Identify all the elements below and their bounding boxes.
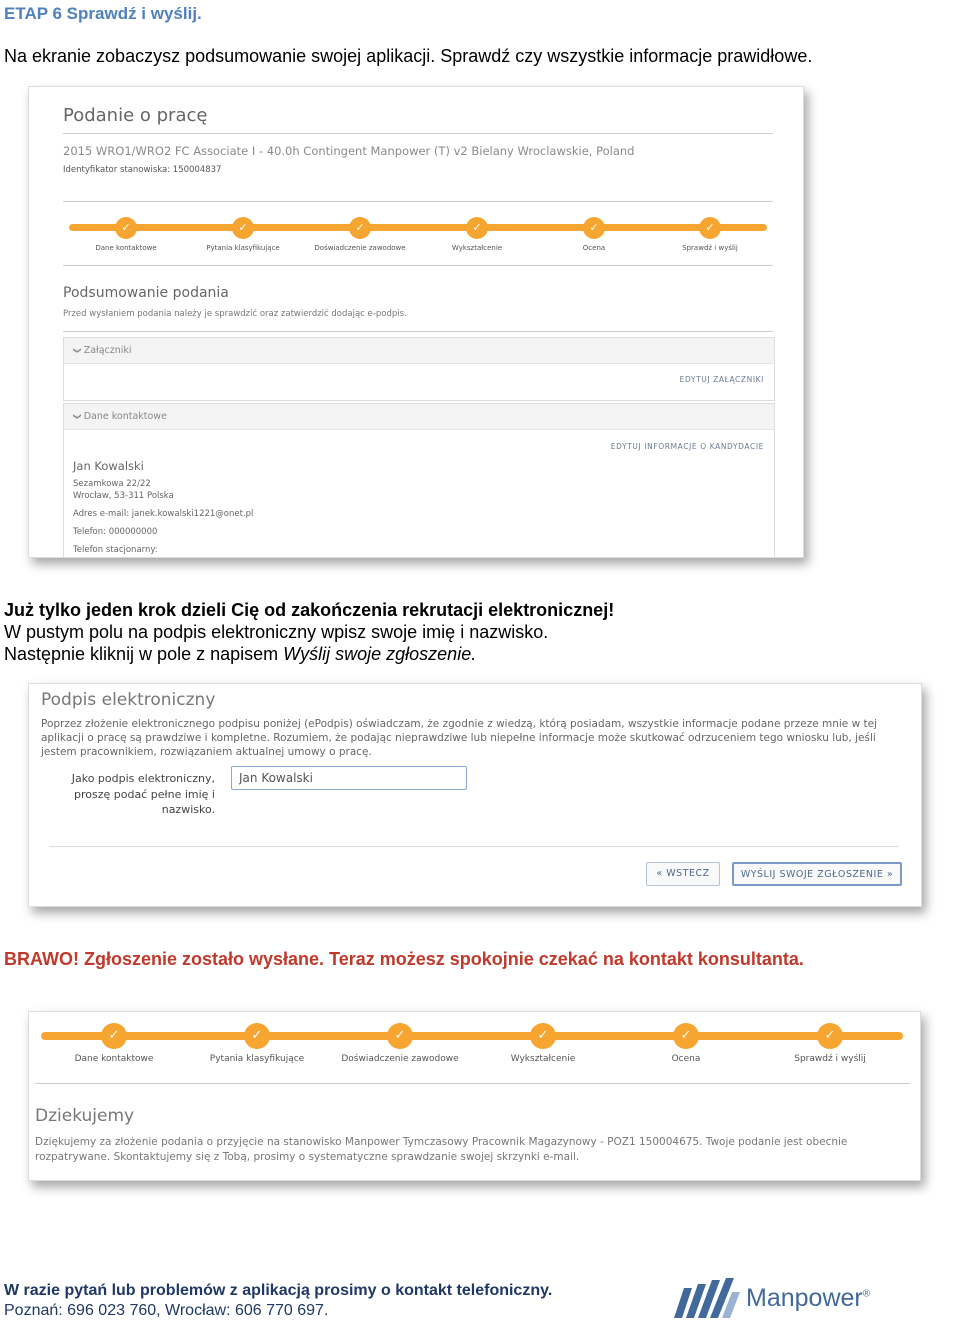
job-title: 2015 WRO1/WRO2 FC Associate I - 40.0h Contingent Manpower (T) v2 Bielany Wroclawskie, Poland [63,144,635,158]
divider [63,201,773,202]
signature-title: Podpis elektroniczny [41,690,216,710]
summary-description: Przed wysłaniem podania należy je sprawdzić oraz zatwierdzić dodając e-podpis. [63,309,407,319]
candidate-name: Jan Kowalski [73,459,144,473]
candidate-landline: Telefon stacjonarny: [73,545,158,555]
step-label-education[interactable]: Wykształcenie [451,244,503,252]
attachments-title: Załączniki [83,345,132,356]
manpower-logo-text [746,1284,870,1313]
thank-you-title: Dziekujemy [35,1106,135,1126]
application-summary-screenshot [28,86,804,558]
signature-input[interactable] [231,766,467,790]
signature-declaration: Poprzez złożenie elektronicznego podpisu poniżej (ePodpis) oświadczam, że zgodnie z wiedzą, którą posiadam, wszystkie informacje podane przeze mnie w tej aplikacji o pracę są prawdziwe i kompletne. Rozumiem, że podając nieprawdziwe lub niepełne informacje może skutkować odrzuceniem tego wniosku lub, jeśli jestem pracownikiem, rozwiązaniem aktualnej umowy o pracę. [41,718,878,758]
step-label-questions[interactable]: Pytania klasyfikujące [209,1054,305,1064]
step-heading: ETAP 6 Sprawdź i wyślij. [4,4,202,23]
step-label-review[interactable]: Sprawdź i wyślij [682,244,738,252]
contact-panel [63,403,775,558]
registered-mark: ® [862,1288,871,1300]
submit-application-button[interactable]: WYŚLIJ SWOJE ZGŁOSZENIE » [732,862,902,886]
edit-candidate-link[interactable]: EDYTUJ INFORMACJE O KANDYDACIE [610,442,764,451]
step-check-icon: ✓ [244,1023,270,1049]
step-label-assessment[interactable]: Ocena [671,1054,701,1064]
signature-label: Jako podpis elektroniczny, proszę podać pełne imię i nazwisko. [71,772,215,816]
step-label-questions[interactable]: Pytania klasyfikujące [206,244,280,252]
candidate-email: Adres e-mail: janek.kowalski1221@onet.pl [73,509,254,519]
page-title: Podanie o pracę [63,105,208,126]
progress-bar [69,224,767,231]
contact-panel-header[interactable] [64,404,774,430]
attachments-panel-header[interactable] [64,338,774,364]
summary-title: Podsumowanie podania [63,285,229,301]
step-check-icon: ✓ [115,217,137,239]
step-label-assessment[interactable]: Ocena [582,244,606,252]
thank-you-text: Dziękujemy za złożenie podania o przyjęcie na stanowisko Manpower Tymczasowy Pracownik Magazynowy - POZ1 150004675. Twoje podanie jest obecnie rozpatrywane. Skontaktujemy się z Tobą, prosimy o systematyczne sprawdzanie swojej skrzynki e-mail. [35,1136,848,1163]
progress-tracker [69,215,767,255]
candidate-city: Wrocław, 53-311 Polska [73,491,174,501]
candidate-street: Sezamkowa 22/22 [73,479,151,489]
step-check-icon: ✓ [349,217,371,239]
instruction-italic: Wyślij swoje zgłoszenie. [283,644,477,664]
step-check-icon: ✓ [232,217,254,239]
divider [63,265,773,266]
step-check-icon: ✓ [387,1023,413,1049]
edit-attachments-link[interactable]: EDYTUJ ZAŁĄCZNIKI [679,375,764,384]
step-label-education[interactable]: Wykształcenie [510,1054,576,1064]
progress-bar [41,1032,903,1040]
success-message: BRAWO! Zgłoszenie zostało wysłane. Teraz możesz spokojnie czekać na kontakt konsultanta. [4,949,804,969]
step-label-contact[interactable]: Dane kontaktowe [95,244,157,252]
instruction-line [4,644,476,665]
contact-title: Dane kontaktowe [83,411,167,422]
intro-text: Na ekranie zobaczysz podsumowanie swojej aplikacji. Sprawdź czy wszystkie informacje prawidłowe. [4,46,813,66]
divider [35,1083,910,1084]
step-label-contact[interactable]: Dane kontaktowe [74,1054,154,1064]
step-check-icon: ✓ [530,1023,556,1049]
job-id: Identyfikator stanowiska: 150004837 [63,165,222,175]
chevron-down-icon: ❯ [72,413,82,420]
step-check-icon: ✓ [466,217,488,239]
back-button[interactable]: « WSTECZ [646,862,720,886]
e-signature-screenshot [28,683,922,907]
attachments-panel [63,337,775,401]
instruction-line: W pustym polu na podpis elektroniczny wpisz swoje imię i nazwisko. [4,622,549,642]
instruction-prefix: Następnie kliknij w pole z napisem [4,644,284,664]
step-check-icon: ✓ [583,217,605,239]
chevron-down-icon: ❯ [72,347,82,354]
manpower-logo-icon [672,1278,744,1320]
divider [49,846,899,847]
confirmation-screenshot [28,1011,921,1181]
logo-wordmark: Manpower [746,1284,863,1312]
step-check-icon: ✓ [673,1023,699,1049]
candidate-phone: Telefon: 000000000 [73,527,158,537]
step-label-experience[interactable]: Doświadczenie zawodowe [341,1054,459,1064]
step-label-experience[interactable]: Doświadczenie zawodowe [314,244,406,252]
step-check-icon: ✓ [699,217,721,239]
step-check-icon: ✓ [101,1023,127,1049]
divider [63,331,773,332]
instruction-bold: Już tylko jeden krok dzieli Cię od zakończenia rekrutacji elektronicznej! [4,600,615,620]
footer-contact-heading: W razie pytań lub problemów z aplikacją prosimy o kontakt telefoniczny. [4,1282,553,1299]
step-label-review[interactable]: Sprawdź i wyślij [794,1054,866,1064]
footer-phone-numbers: Poznań: 696 023 760, Wrocław: 606 770 697. [4,1302,329,1319]
progress-tracker [41,1020,903,1070]
step-check-icon: ✓ [817,1023,843,1049]
divider [63,133,773,134]
manpower-logo [672,1278,882,1320]
